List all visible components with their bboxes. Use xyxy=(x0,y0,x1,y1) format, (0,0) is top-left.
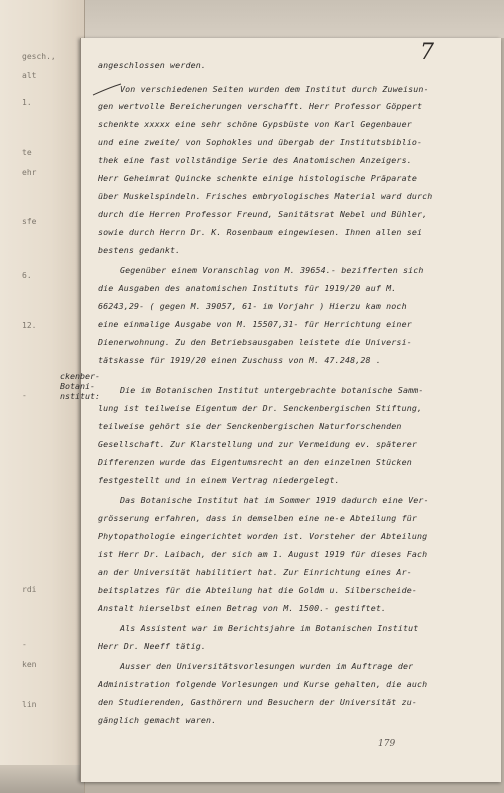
text-line: Gegenüber einem Voranschlag von M. 39654.- bezifferten sich xyxy=(120,265,424,275)
underlying-page-fragment: - xyxy=(22,640,27,649)
text-line: grösserung erfahren, dass in demselben eine ne-e Abteilung für xyxy=(98,513,417,523)
margin-note xyxy=(60,371,100,401)
text-line: bestens gedankt. xyxy=(98,245,181,255)
text-line: an der Universität habilitiert hat. Zur Einrichtung eines Ar- xyxy=(98,567,412,577)
text-line: thek eine fast vollständige Serie des Anatomischen Anzeigers. xyxy=(98,155,412,165)
margin-note-line: Botani- xyxy=(60,381,95,391)
text-line: eine einmalige Ausgabe von M. 15507,31- für Herrichtung einer xyxy=(98,319,412,329)
text-line: und eine zweite/ von Sophokles und übergab der Institutsbiblio- xyxy=(98,137,423,147)
underlying-page-fragment: te xyxy=(22,148,32,157)
text-line: 66243,29- ( gegen M. 39057, 61- im Vorjahr ) Hierzu kam noch xyxy=(98,301,407,311)
underlying-page-fragment: 6. xyxy=(22,271,32,280)
underlying-page-fragment: ehr xyxy=(22,168,37,177)
text-line: Anstalt hierselbst einen Betrag von M. 1500.- gestiftet. xyxy=(98,603,387,613)
text-line: ist Herr Dr. Laibach, der sich am 1. August 1919 für dieses Fach xyxy=(98,549,428,559)
text-line: die Ausgaben des anatomischen Instituts für 1919/20 auf M. xyxy=(98,283,397,293)
text-line: durch die Herren Professor Freund, Sanitätsrat Nebel und Bühler, xyxy=(98,209,428,219)
text-line: Gesellschaft. Zur Klarstellung und zur Vermeidung ev. späterer xyxy=(98,439,417,449)
underlying-page-fragment: ken xyxy=(22,660,37,669)
footer-mark: 179 xyxy=(378,739,396,749)
underlying-page-bottom xyxy=(0,765,84,793)
text-line: Herr Geheimrat Quincke schenkte einige histologische Präparate xyxy=(98,173,417,183)
text-line: Herr Dr. Neeff tätig. xyxy=(98,641,207,651)
text-line: Das Botanische Institut hat im Sommer 1919 dadurch eine Ver- xyxy=(120,495,429,505)
text-line: tätskasse für 1919/20 einen Zuschuss von M. 47.248,28 . xyxy=(98,355,381,365)
text-line: Administration folgende Vorlesungen und Kurse gehalten, die auch xyxy=(98,679,428,689)
underlying-page-fragment: 12. xyxy=(22,321,37,330)
text-line: Als Assistent war im Berichtsjahre im Botanischen Institut xyxy=(120,623,419,633)
text-line: Die im Botanischen Institut untergebrachte botanische Samm- xyxy=(120,385,424,395)
page-number: 7 xyxy=(420,40,434,65)
text-line: Differenzen wurde das Eigentumsrecht an den einzelnen Stücken xyxy=(98,457,412,467)
pen-stroke-mark xyxy=(92,83,122,97)
text-line: über Muskelspindeln. Frisches embryologisches Material ward durch xyxy=(98,191,433,201)
underlying-page-fragment: lin xyxy=(22,700,37,709)
underlying-page-fragment: alt xyxy=(22,71,37,80)
text-line: gen wertvolle Bereicherungen verschafft. Herr Professor Göppert xyxy=(98,101,423,111)
underlying-page-fragment: 1. xyxy=(22,98,32,107)
text-line: den Studierenden, Gasthörern und Besuchern der Universität zu- xyxy=(98,697,417,707)
underlying-page-fragment: rdi xyxy=(22,585,37,594)
underlying-page-fragment: - xyxy=(22,391,27,400)
underlying-page-fragment: gesch., xyxy=(22,52,56,61)
text-line: teilweise gehört sie der Senckenbergischen Naturforschenden xyxy=(98,421,402,431)
text-line: lung ist teilweise Eigentum der Dr. Senckenbergischen Stiftung, xyxy=(98,403,423,413)
text-line: Dienerwohnung. Zu den Betriebsausgaben leistete die Universi- xyxy=(98,337,412,347)
text-line: Ausser den Universitätsvorlesungen wurden im Auftrage der xyxy=(120,661,414,671)
underlying-page-fragment: sfe xyxy=(22,217,37,226)
text-line: festgestellt und in einem Vertrag niedergelegt. xyxy=(98,475,340,485)
text-line: Von verschiedenen Seiten wurden dem Institut durch Zuweisun- xyxy=(120,84,429,94)
text-line: beitsplatzes für die Abteilung hat die Goldm u. Silberscheide- xyxy=(98,585,417,595)
text-line: sowie durch Herrn Dr. K. Rosenbaum eingewiesen. Ihnen allen sei xyxy=(98,227,423,237)
text-line: gänglich gemacht waren. xyxy=(98,715,217,725)
text-line: angeschlossen werden. xyxy=(98,60,207,70)
margin-note-line: ckenber- xyxy=(60,371,100,381)
text-line: schenkte xxxxx eine sehr schöne Gypsbüste von Karl Gegenbauer xyxy=(98,119,412,129)
margin-note-line: nstitut: xyxy=(60,391,100,401)
text-line: Phytopathologie eingerichtet worden ist. Vorsteher der Abteilung xyxy=(98,531,428,541)
